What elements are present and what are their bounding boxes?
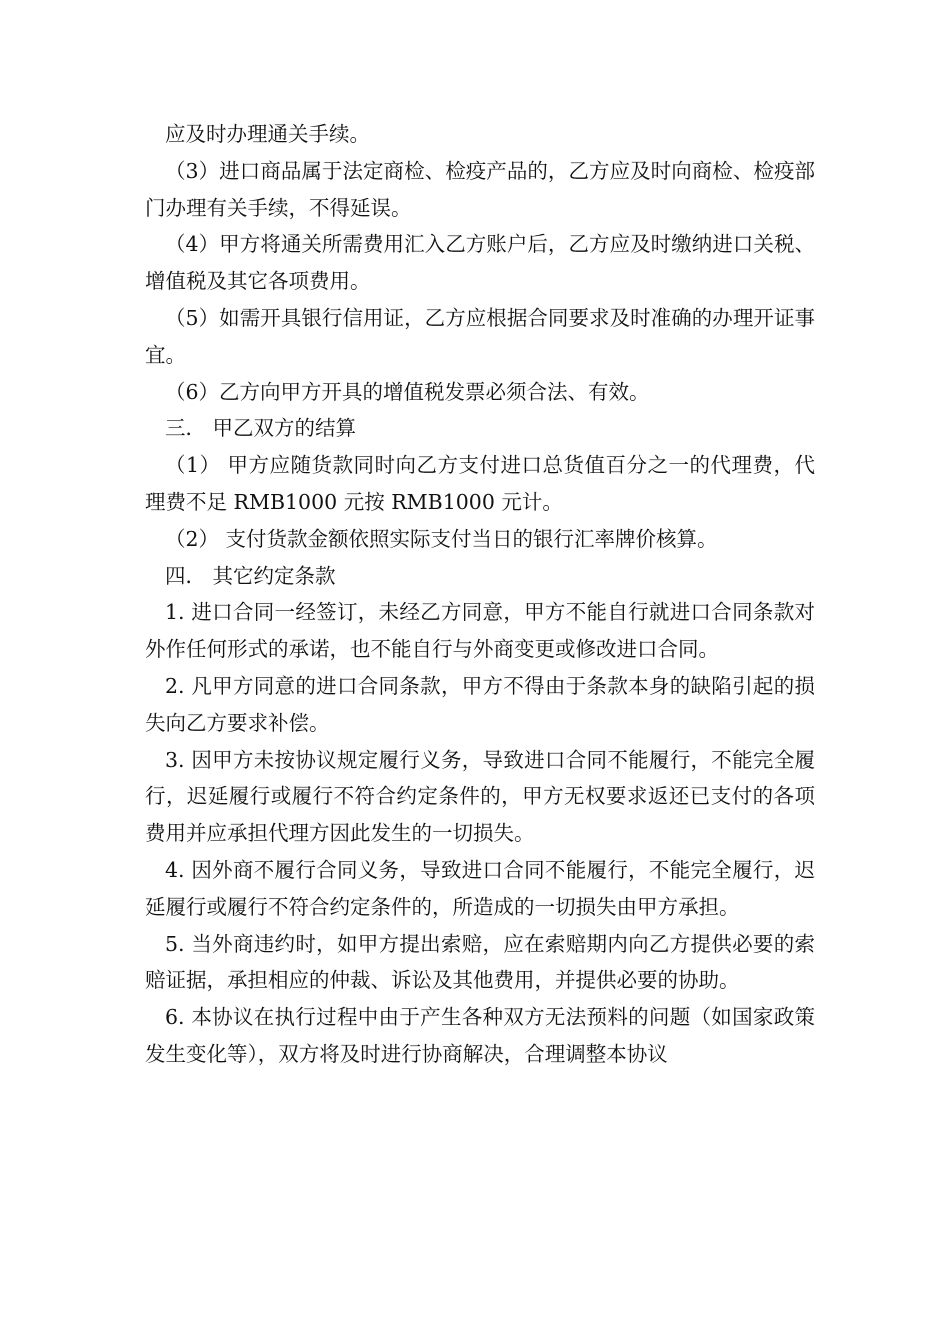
paragraph-term-6: 6. 本协议在执行过程中由于产生各种双方无法预料的问题（如国家政策发生变化等），双方将及时进行协商解决，合理调整本协议: [145, 1005, 815, 1066]
section-heading-settlement: 三． 甲乙双方的结算: [165, 416, 357, 441]
paragraph-term-1: 1. 进口合同一经签订，未经乙方同意，甲方不能自行就进口合同条款对外作任何形式的承诺，也不能自行与外商变更或修改进口合同。: [145, 600, 815, 662]
document-body: [145, 116, 815, 1073]
paragraph-clause-5-letter-of-credit: （5）如需开具银行信用证，乙方应根据合同要求及时准确的办理开证事宜。: [145, 305, 815, 367]
paragraph-term-3: 3. 因甲方未按协议规定履行义务，导致进口合同不能履行，不能完全履行，迟延履行或履行不符合约定条件的，甲方无权要求返还已支付的各项费用并应承担代理方因此发生的一切损失。: [145, 747, 815, 846]
paragraph-clause-3-inspection: （3）进口商品属于法定商检、检疫产品的，乙方应及时向商检、检疫部门办理有关手续，不得延误。: [145, 158, 815, 220]
paragraph-settlement-1-agency-fee: （1） 甲方应随货款同时向乙方支付进口总货值百分之一的代理费，代理费不足 RMB1000 元按 RMB1000 元计。: [145, 453, 815, 514]
section-heading-other-terms: 四． 其它约定条款: [165, 563, 336, 588]
paragraph-customs-continuation: 应及时办理通关手续。: [165, 122, 370, 146]
paragraph-term-4: 4. 因外商不履行合同义务，导致进口合同不能履行，不能完全履行，迟延履行或履行不符合约定条件的，所造成的一切损失由甲方承担。: [145, 857, 815, 919]
paragraph-term-2: 2. 凡甲方同意的进口合同条款，甲方不得由于条款本身的缺陷引起的损失向乙方要求补偿。: [145, 673, 815, 735]
paragraph-term-5: 5. 当外商违约时，如甲方提出索赔，应在索赔期内向乙方提供必要的索赔证据，承担相应的仲裁、诉讼及其他费用，并提供必要的协助。: [145, 931, 815, 993]
paragraph-clause-6-invoice: （6）乙方向甲方开具的增值税发票必须合法、有效。: [165, 379, 650, 404]
paragraph-settlement-2-exchange-rate: （2） 支付货款金额依照实际支付当日的银行汇率牌价核算。: [165, 526, 718, 551]
paragraph-clause-4-fees: （4）甲方将通关所需费用汇入乙方账户后，乙方应及时缴纳进口关税、增值税及其它各项费用。: [145, 232, 815, 294]
